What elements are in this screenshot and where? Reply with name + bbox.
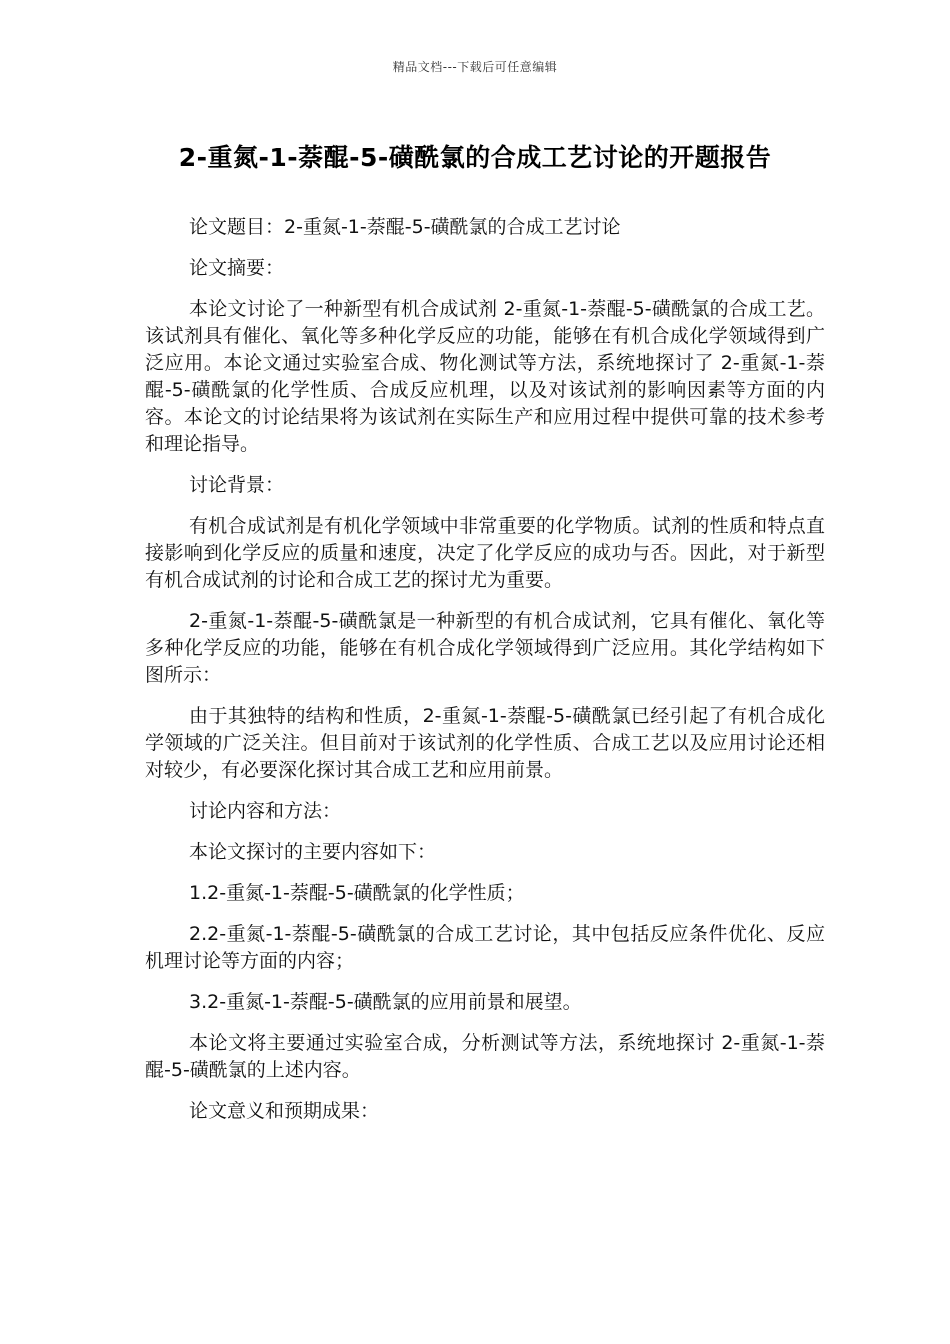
paragraph-background-3: 由于其独特的结构和性质，2-重氮-1-萘醌-5-磺酰氯已经引起了有机合成化学领域的广泛关注。但目前对于该试剂的化学性质、合成工艺以及应用讨论还相对较少，有必要深化探讨其合成工艺和应用前景。	[145, 705, 825, 781]
paragraph-background-2: 2-重氮-1-萘醌-5-磺酰氯是一种新型的有机合成试剂，它具有催化、氧化等多种化学反应的功能，能够在有机合成化学领域得到广泛应用。其化学结构如下图所示：	[145, 610, 825, 686]
list-item-1: 1.2-重氮-1-萘醌-5-磺酰氯的化学性质；	[189, 882, 525, 904]
header-note: 精品文档---下载后可任意编辑	[392, 60, 558, 74]
paragraph-background-1: 有机合成试剂是有机化学领域中非常重要的化学物质。试剂的性质和特点直接影响到化学反应的质量和速度，决定了化学反应的成功与否。因此，对于新型有机合成试剂的讨论和合成工艺的探讨尤为重要。	[145, 515, 825, 591]
paragraph-significance-heading: 论文意义和预期成果：	[189, 1100, 380, 1122]
document-title: 2-重氮-1-萘醌-5-磺酰氯的合成工艺讨论的开题报告	[178, 143, 772, 172]
paragraph-methods-intro: 本论文探讨的主要内容如下：	[189, 841, 437, 863]
document-body	[145, 214, 825, 1139]
paragraph-abstract-heading: 论文摘要：	[189, 257, 285, 279]
paragraph-thesis-topic: 论文题目：2-重氮-1-萘醌-5-磺酰氯的合成工艺讨论	[189, 216, 621, 238]
paragraph-methods-heading: 讨论内容和方法：	[189, 800, 342, 822]
paragraph-background-heading: 讨论背景：	[189, 474, 285, 496]
paragraph-abstract: 本论文讨论了一种新型有机合成试剂 2-重氮-1-萘醌-5-磺酰氯的合成工艺。该试剂具有催化、氧化等多种化学反应的功能，能够在有机合成化学领域得到广泛应用。本论文通过实验室合成、物化测试等方法，系统地探讨了 2-重氮-1-萘醌-5-磺酰氯的化学性质、合成反应机理，以及对该试剂的影响因素等方面的内容。本论文的讨论结果将为该试剂在实际生产和应用过程中提供可靠的技术参考和理论指导。	[145, 298, 825, 455]
list-item-3: 3.2-重氮-1-萘醌-5-磺酰氯的应用前景和展望。	[189, 991, 582, 1013]
list-item-2: 2.2-重氮-1-萘醌-5-磺酰氯的合成工艺讨论，其中包括反应条件优化、反应机理讨论等方面的内容；	[145, 923, 825, 972]
paragraph-methods-summary: 本论文将主要通过实验室合成，分析测试等方法，系统地探讨 2-重氮-1-萘醌-5-磺酰氯的上述内容。	[145, 1032, 825, 1081]
